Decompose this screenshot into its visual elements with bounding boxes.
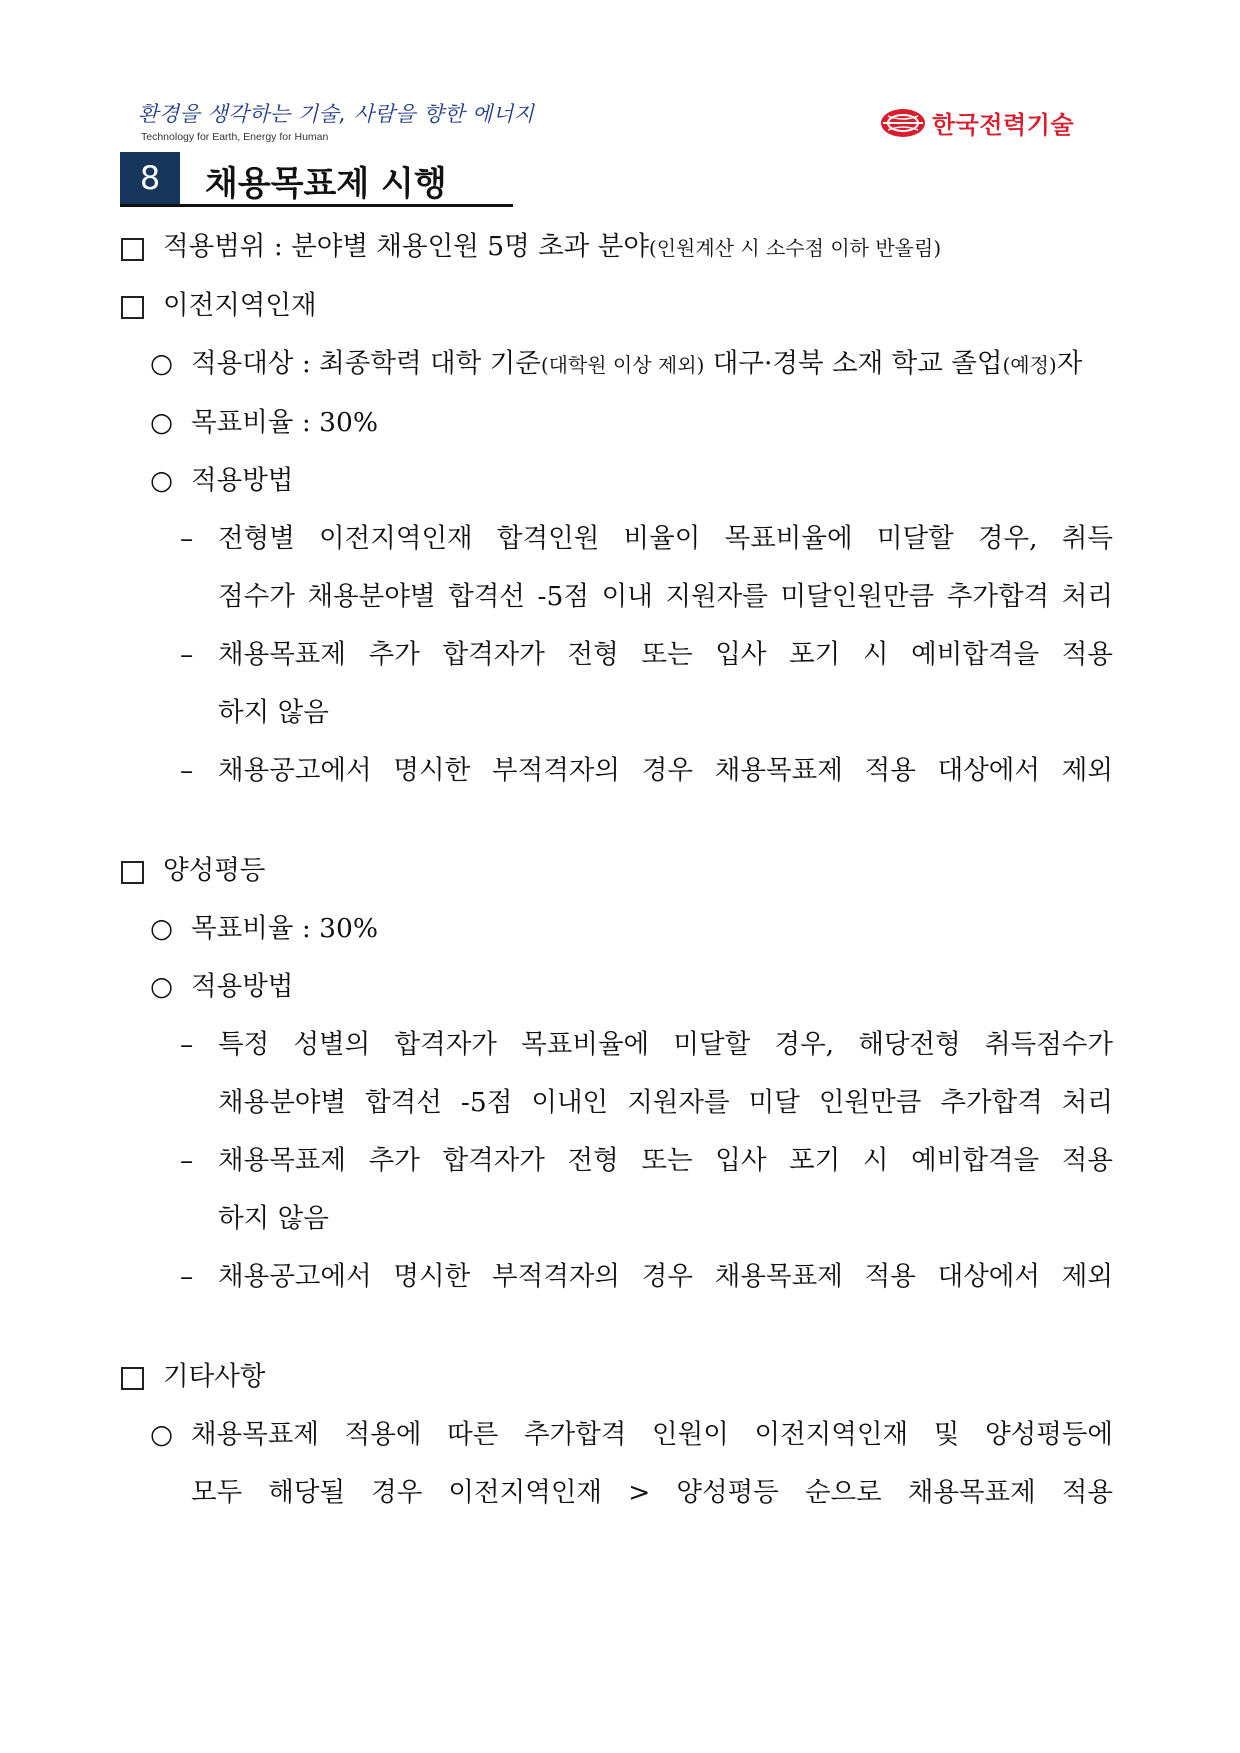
other-heading: 기타사항 <box>163 1361 266 1392</box>
bullet-circle-icon: ○ <box>150 465 174 496</box>
relocation-target-e: 자 <box>1056 348 1083 379</box>
other-line1: 채용목표제 적용에 따른 추가합격 인원이 이전지역인재 및 양성평등에 <box>191 1419 1113 1450</box>
relocation-item3: 채용공고에서 명시한 부적격자의 경우 채용목표제 적용 대상에서 제외 <box>218 755 1113 786</box>
relocation-method: 적용방법 <box>191 465 294 496</box>
relocation-heading: 이전지역인재 <box>163 290 317 321</box>
other-line2: 모두 해당될 경우 이전지역인재 > 양성평등 순으로 채용목표제 적용 <box>191 1477 1113 1508</box>
gender-heading: 양성평등 <box>163 855 266 886</box>
scope-note: (인원계산 시 소수점 이하 반올림) <box>648 236 942 260</box>
section-heading <box>120 152 513 207</box>
bullet-circle-icon: ○ <box>150 971 174 1002</box>
section-title: 채용목표제 시행 <box>205 164 447 204</box>
scope-main: 적용범위 : 분야별 채용인원 5명 초과 분야 <box>163 231 649 262</box>
gender-item1-line1: 특정 성별의 합격자가 목표비율에 미달할 경우, 해당전형 취득점수가 <box>218 1029 1113 1060</box>
bullet-circle-icon: ○ <box>150 913 174 944</box>
checkbox-square-icon <box>121 238 144 261</box>
relocation-item2-line2: 하지 않음 <box>218 697 329 728</box>
relocation-ratio: 목표비율 : 30% <box>191 407 379 438</box>
scope-line <box>163 231 942 262</box>
bullet-circle-icon: ○ <box>150 348 174 379</box>
relocation-item1-line1: 전형별 이전지역인재 합격인원 비율이 목표비율에 미달할 경우, 취득 <box>218 523 1113 554</box>
relocation-target-b: (대학원 이상 제외) <box>540 353 705 377</box>
dash-marker: – <box>180 1261 194 1292</box>
bullet-circle-icon: ○ <box>150 407 174 438</box>
gender-method: 적용방법 <box>191 971 294 1002</box>
relocation-target-a: 적용대상 : 최종학력 대학 기준 <box>191 348 541 379</box>
header-slogan-sub: Technology for Earth, Energy for Human <box>141 131 329 143</box>
company-emblem-icon <box>880 108 926 138</box>
header-slogan: 환경을 생각하는 기술, 사람을 향한 에너지 <box>138 102 535 126</box>
dash-marker: – <box>180 755 194 786</box>
dash-marker: – <box>180 1029 194 1060</box>
checkbox-square-icon <box>121 296 144 319</box>
gender-item2-line2: 하지 않음 <box>218 1203 329 1234</box>
bullet-circle-icon: ○ <box>150 1419 174 1450</box>
dash-marker: – <box>180 523 194 554</box>
company-logo <box>880 105 1074 140</box>
dash-marker: – <box>180 639 194 670</box>
relocation-item2-line1: 채용목표제 추가 합격자가 전형 또는 입사 포기 시 예비합격을 적용 <box>218 639 1113 670</box>
company-name: 한국전력기술 <box>932 111 1075 139</box>
gender-item2-line1: 채용목표제 추가 합격자가 전형 또는 입사 포기 시 예비합격을 적용 <box>218 1145 1113 1176</box>
section-number: 8 <box>120 152 180 204</box>
checkbox-square-icon <box>121 1367 144 1390</box>
relocation-target-c: 대구·경북 소재 학교 졸업 <box>704 348 1003 379</box>
gender-item1-line2: 채용분야별 합격선 -5점 이내인 지원자를 미달 인원만큼 추가합격 처리 <box>218 1087 1113 1118</box>
dash-marker: – <box>180 1145 194 1176</box>
gender-item3: 채용공고에서 명시한 부적격자의 경우 채용목표제 적용 대상에서 제외 <box>218 1261 1113 1292</box>
checkbox-square-icon <box>121 861 144 884</box>
relocation-target <box>191 348 1083 379</box>
relocation-item1-line2: 점수가 채용분야별 합격선 -5점 이내 지원자를 미달인원만큼 추가합격 처리 <box>218 581 1113 612</box>
relocation-target-d: (예정) <box>1002 353 1057 377</box>
gender-ratio: 목표비율 : 30% <box>191 913 379 944</box>
